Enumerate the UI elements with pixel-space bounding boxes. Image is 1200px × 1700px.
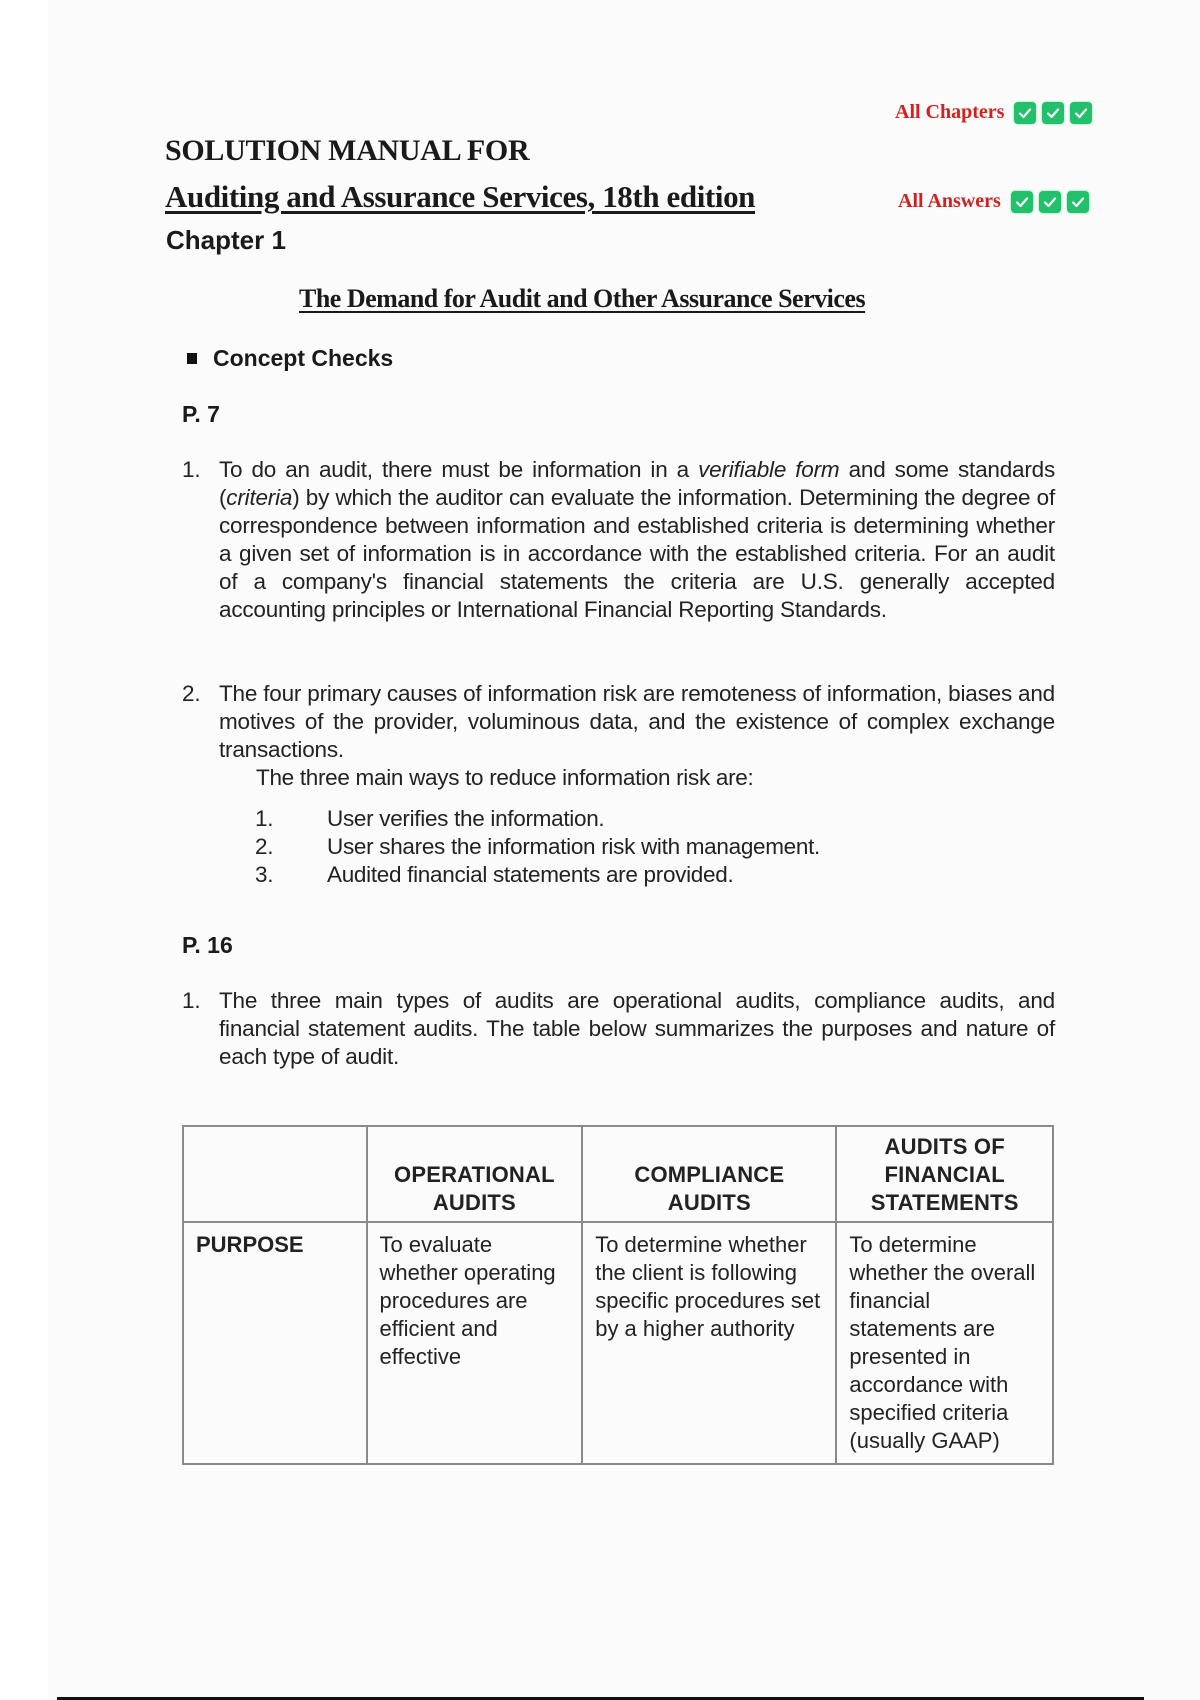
text-run: and some standards ( <box>219 457 1056 510</box>
table-header-row <box>183 1126 1053 1222</box>
check-box-icon <box>1070 102 1092 124</box>
sub-list-item <box>255 833 820 861</box>
answer-item <box>182 987 1055 1071</box>
text-run: ) by which the auditor can evaluate the information. Determining the degree of correspondence between information and established criteria is determining whether a given set of information is in accordance with the established criteria. For an audit of a company's financial statements the criteria are U.S. generally accepted accounting principles or International Financial Reporting Standards. <box>219 485 1055 622</box>
page-ref-p16: P. 16 <box>182 932 233 958</box>
badge-label: All Chapters <box>895 101 1005 123</box>
item-text <box>219 456 1055 624</box>
table-row <box>183 1222 1053 1464</box>
check-box-icon <box>1014 102 1036 124</box>
row-label: PURPOSE <box>183 1222 367 1464</box>
check-box-icon <box>1067 191 1089 213</box>
item-text: The three main types of audits are operational audits, compliance audits, and financial statement audits. The table below summarizes the purposes and nature of each type of audit. <box>219 988 1055 1069</box>
sub-item-text: Audited financial statements are provided. <box>327 862 734 887</box>
table-cell: To determine whether the client is following specific procedures set by a higher authority <box>582 1222 836 1464</box>
sub-item-number: 1. <box>255 806 274 831</box>
text-run: To do an audit, there must be information in a <box>219 457 699 482</box>
section-heading <box>187 345 393 372</box>
square-bullet-icon <box>187 353 197 364</box>
all-chapters-badge <box>895 101 1092 124</box>
sub-list-item <box>255 861 820 889</box>
item-number: 2. <box>182 681 201 706</box>
table-header-cell: AUDITS OF FINANCIAL STATEMENTS <box>836 1126 1053 1222</box>
book-title: Auditing and Assurance Services, 18th edition <box>165 179 756 214</box>
table-cell: To determine whether the overall financial statements are presented in accordance with specified criteria (usually GAAP) <box>836 1222 1053 1464</box>
check-box-icon <box>1011 191 1033 213</box>
sub-item-text: User verifies the information. <box>327 806 605 831</box>
answer-item <box>182 456 1055 624</box>
item-number: 1. <box>182 457 201 482</box>
page-ref-p7: P. 7 <box>182 401 220 427</box>
check-box-icon <box>1039 191 1061 213</box>
table-header-cell: OPERATIONAL AUDITS <box>367 1126 583 1222</box>
answer-item <box>182 680 1055 764</box>
sub-item-text: User shares the information risk with management. <box>327 834 821 859</box>
section-heading-text: Concept Checks <box>213 345 394 371</box>
sub-list <box>255 805 820 889</box>
badge-label: All Answers <box>898 190 1001 212</box>
check-box-icon <box>1042 102 1064 124</box>
table-header-cell: COMPLIANCE AUDITS <box>582 1126 836 1222</box>
sub-item-number: 3. <box>255 862 274 887</box>
all-answers-badge <box>898 190 1089 213</box>
item-text: The four primary causes of information risk are remoteness of information, biases and motives of the provider, voluminous data, and the existence of complex exchange transactions. <box>219 681 1055 762</box>
chapter-title: The Demand for Audit and Other Assurance Services <box>299 284 866 313</box>
table-header-cell <box>183 1126 367 1222</box>
sub-item-number: 2. <box>255 834 274 859</box>
audit-types-table <box>182 1125 1054 1465</box>
emphasis: criteria <box>226 485 293 510</box>
item-lead: The three main ways to reduce information risk are: <box>256 765 754 790</box>
item-number: 1. <box>182 988 201 1013</box>
emphasis: verifiable form <box>698 457 840 482</box>
table-cell: To evaluate whether operating procedures are efficient and effective <box>367 1222 583 1464</box>
sub-list-item <box>255 805 820 833</box>
document-title: SOLUTION MANUAL FOR <box>165 134 530 167</box>
chapter-label: Chapter 1 <box>166 225 286 255</box>
